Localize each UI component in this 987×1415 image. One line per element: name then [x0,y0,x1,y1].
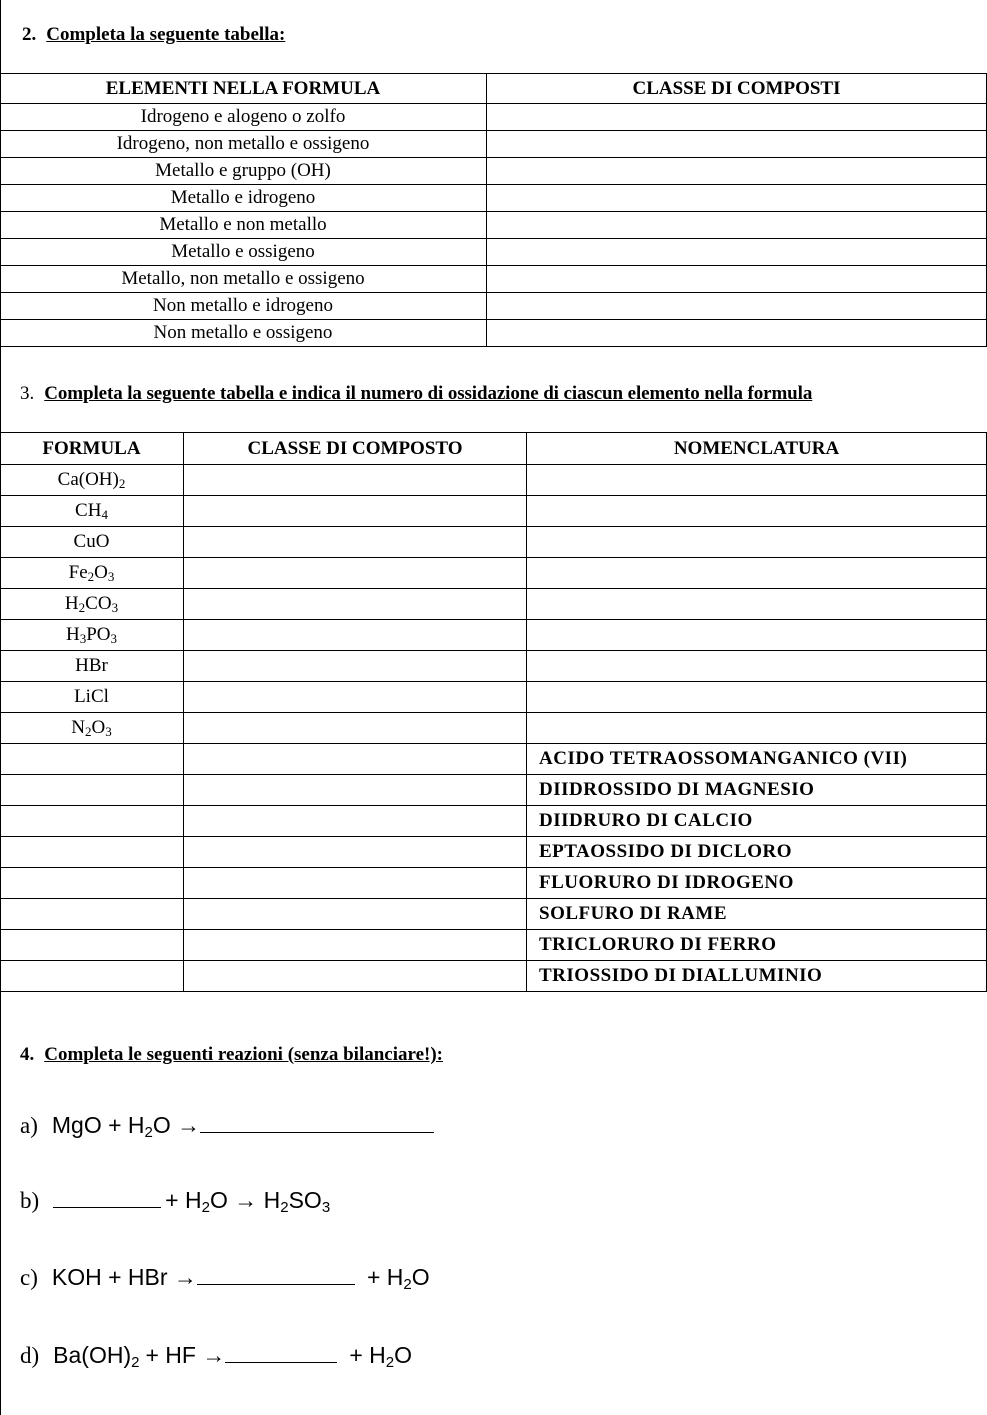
formula-answer-cell[interactable] [0,806,184,837]
elements-cell: Metallo e ossigeno [0,239,487,266]
elements-cell: Metallo e non metallo [0,212,487,239]
formula-text: O [91,717,106,738]
name-answer-cell[interactable] [527,713,987,744]
name-answer-cell[interactable] [527,589,987,620]
formula-cell [0,558,184,589]
class-answer-cell[interactable] [184,806,527,837]
answer-cell[interactable] [487,131,987,158]
class-answer-cell[interactable] [184,868,527,899]
formula-text: LiCl [74,686,109,707]
table-row [0,131,987,158]
class-answer-cell[interactable] [184,744,527,775]
formula-cell [0,589,184,620]
nomenclature-cell: TRIOSSIDO DI DIALLUMINIO [527,961,987,992]
answer-blank[interactable] [200,1110,434,1133]
table-row [0,775,987,806]
formula-text: Fe [68,562,88,583]
table-row [0,713,987,744]
formula-subscript: 2 [118,476,126,491]
formula-cell [0,465,184,496]
reaction-label: d) [20,1343,40,1368]
formula-text: CH [75,500,102,521]
table-row [0,239,987,266]
nomenclature-cell: FLUORURO DI IDROGENO [527,868,987,899]
section-4-number: 4. [20,1044,35,1065]
formula-cell [0,496,184,527]
section-2-number: 2. [22,24,37,45]
answer-blank[interactable] [53,1185,161,1208]
class-answer-cell[interactable] [184,589,527,620]
answer-blank[interactable] [197,1262,355,1285]
reaction-text: SO [288,1187,322,1213]
reaction-text: O [411,1264,430,1290]
reaction-text: + H [165,1187,202,1213]
table-row [0,266,987,293]
elements-cell: Metallo, non metallo e ossigeno [0,266,487,293]
class-answer-cell[interactable] [184,620,527,651]
reaction-text: O → [152,1112,201,1138]
reaction-c [20,1262,430,1291]
elements-cell: Metallo e idrogeno [0,185,487,212]
answer-cell[interactable] [487,185,987,212]
reaction-subscript: 2 [280,1199,289,1216]
table-row [0,212,987,239]
formula-subscript: 3 [107,569,115,584]
reaction-label: a) [20,1113,38,1138]
section-2-title: Completa la seguente tabella: [46,24,286,45]
table-row [0,651,987,682]
section-3-number: 3. [20,383,35,404]
formula-cell [0,651,184,682]
formula-subscript: 3 [105,724,112,739]
formula-subscript: 4 [101,507,108,522]
table-row [0,589,987,620]
formula-subscript: 2 [87,569,95,584]
class-answer-cell[interactable] [184,930,527,961]
name-answer-cell[interactable] [527,496,987,527]
elements-cell: Idrogeno e alogeno o zolfo [0,104,487,131]
formula-subscript: 3 [110,631,118,646]
header-classe-composto: CLASSE DI COMPOSTO [184,433,527,465]
answer-cell[interactable] [487,212,987,239]
formula-answer-cell[interactable] [0,837,184,868]
reaction-subscript: 2 [385,1354,395,1371]
class-answer-cell[interactable] [184,775,527,806]
table-row [0,682,987,713]
name-answer-cell[interactable] [527,682,987,713]
table-row [0,868,987,899]
table-row [0,104,987,131]
formula-answer-cell[interactable] [0,899,184,930]
formula-answer-cell[interactable] [0,868,184,899]
formula-text: PO [86,624,111,645]
name-answer-cell[interactable] [527,527,987,558]
table-row [0,806,987,837]
class-answer-cell[interactable] [184,496,527,527]
class-answer-cell[interactable] [184,465,527,496]
formula-text: H [64,593,79,614]
reaction-label: b) [20,1188,40,1213]
header-nomenclatura: NOMENCLATURA [527,433,987,465]
name-answer-cell[interactable] [527,465,987,496]
table-row [0,837,987,868]
reaction-subscript: 2 [201,1199,210,1216]
formula-text: Ca(OH) [57,469,119,490]
answer-cell[interactable] [487,266,987,293]
formula-answer-cell[interactable] [0,775,184,806]
reaction-text: O → H [209,1187,281,1213]
name-answer-cell[interactable] [527,620,987,651]
name-answer-cell[interactable] [527,558,987,589]
section-4-heading [20,1044,443,1066]
table-row [0,496,987,527]
reaction-label: c) [20,1265,38,1290]
nomenclature-cell: DIIDRURO DI CALCIO [527,806,987,837]
header-formula: FORMULA [0,433,184,465]
formula-subscript: 2 [85,724,92,739]
formula-text: O [94,562,108,583]
classes-table-header [0,74,987,104]
answer-blank[interactable] [225,1340,337,1363]
answer-cell[interactable] [487,104,987,131]
class-answer-cell[interactable] [184,899,527,930]
compounds-table-header [0,433,987,465]
table-row [0,158,987,185]
answer-cell[interactable] [487,239,987,266]
formula-answer-cell[interactable] [0,961,184,992]
section-2-heading [22,24,285,46]
class-answer-cell[interactable] [184,682,527,713]
nomenclature-cell: DIIDROSSIDO DI MAGNESIO [527,775,987,806]
formula-answer-cell[interactable] [0,744,184,775]
reaction-subscript: 3 [321,1199,331,1216]
nomenclature-cell: ACIDO TETRAOSSOMANGANICO (VII) [527,744,987,775]
table-row [0,930,987,961]
formula-cell [0,527,184,558]
table-row [0,744,987,775]
class-answer-cell[interactable] [184,961,527,992]
reaction-text: + H [349,1342,386,1368]
answer-cell[interactable] [487,293,987,320]
class-answer-cell[interactable] [184,651,527,682]
reaction-a [20,1110,434,1139]
reaction-d [20,1340,412,1369]
reaction-subscript: 2 [131,1354,140,1371]
nomenclature-cell: SOLFURO DI RAME [527,899,987,930]
section-4-title: Completa le seguenti reazioni (senza bilanciare!): [44,1044,444,1065]
table-row [0,620,987,651]
formula-text: CuO [73,531,110,552]
table-row [0,320,987,347]
table-row [0,961,987,992]
formula-subscript: 2 [78,600,86,615]
section-3-title: Completa la seguente tabella e indica il numero di ossidazione di ciascun elemento nella formula [44,383,813,404]
elements-cell: Idrogeno, non metallo e ossigeno [0,131,487,158]
reaction-text: KOH + HBr → [51,1264,197,1290]
classes-table [0,73,987,347]
reaction-text: MgO + H [51,1112,145,1138]
table-row [0,527,987,558]
formula-cell [0,620,184,651]
reaction-text: + HF → [145,1342,226,1368]
answer-cell[interactable] [487,158,987,185]
nomenclature-cell: EPTAOSSIDO DI DICLORO [527,837,987,868]
class-answer-cell[interactable] [184,837,527,868]
formula-subscript: 3 [79,631,87,646]
formula-cell [0,682,184,713]
reaction-text: O [394,1342,413,1368]
formula-cell [0,713,184,744]
elements-cell: Non metallo e ossigeno [0,320,487,347]
elements-cell: Non metallo e idrogeno [0,293,487,320]
table-row [0,899,987,930]
class-answer-cell[interactable] [184,558,527,589]
table-row [0,293,987,320]
formula-text: N [71,717,85,738]
reaction-subscript: 2 [403,1276,412,1293]
compounds-table [0,432,987,992]
name-answer-cell[interactable] [527,651,987,682]
table-row [0,558,987,589]
formula-text: HBr [75,655,108,676]
class-answer-cell[interactable] [184,527,527,558]
formula-text: CO [85,593,112,614]
reaction-text: + H [366,1264,404,1290]
formula-answer-cell[interactable] [0,930,184,961]
reaction-text: Ba(OH) [53,1342,132,1368]
answer-cell[interactable] [487,320,987,347]
reaction-b [20,1185,330,1214]
header-elementi: ELEMENTI NELLA FORMULA [0,74,487,104]
formula-subscript: 3 [111,600,119,615]
nomenclature-cell: TRICLORURO DI FERRO [527,930,987,961]
class-answer-cell[interactable] [184,713,527,744]
header-classe: CLASSE DI COMPOSTI [487,74,987,104]
elements-cell: Metallo e gruppo (OH) [0,158,487,185]
formula-text: H [65,624,80,645]
table-row [0,185,987,212]
table-row [0,465,987,496]
reaction-subscript: 2 [144,1124,153,1141]
section-3-heading [20,383,812,405]
